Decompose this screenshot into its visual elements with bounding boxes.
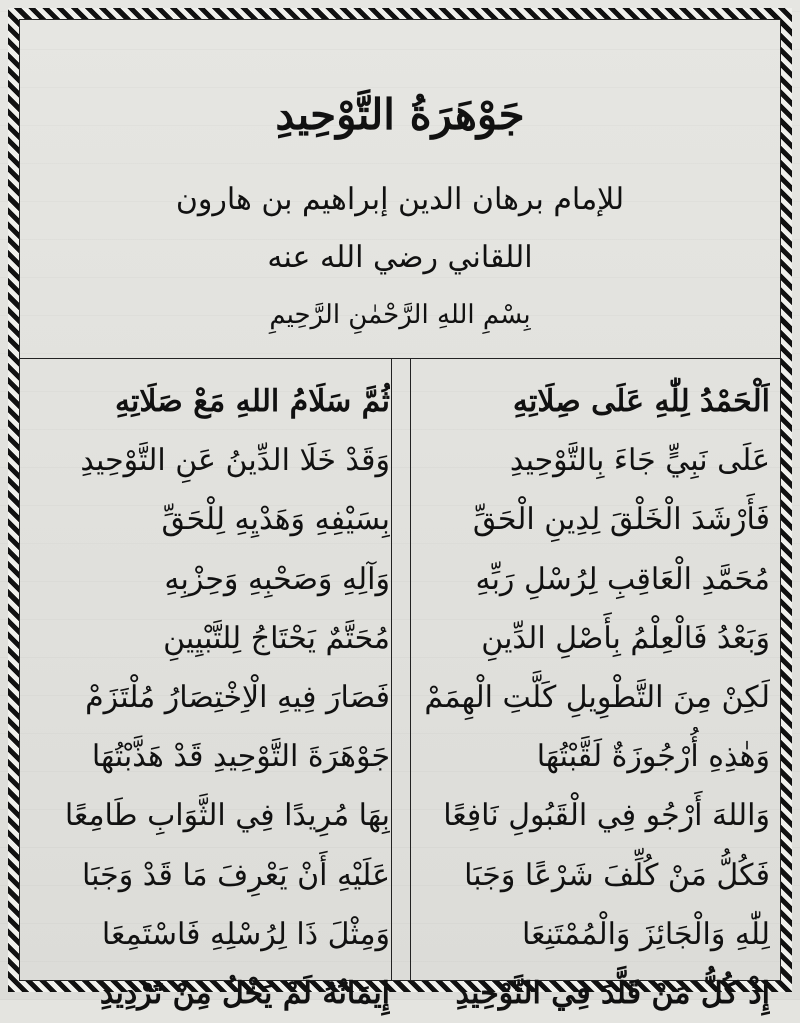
column-divider	[391, 358, 411, 980]
verse-line: إِيمَانُهُ لَمْ يَخْلُ مِنْ تَرْدِيدِ	[99, 975, 390, 1011]
verse-line: فَأَرْشَدَ الْخَلْقَ لِدِينِ الْحَقِّ	[472, 502, 770, 538]
verse-line: فَكُلُّ مَنْ كُلِّفَ شَرْعًا وَجَبَا	[464, 857, 770, 893]
basmala: بِسْمِ اللهِ الرَّحْمٰنِ الرَّحِيمِ	[269, 300, 531, 330]
verse-line: عَلَيْهِ أَنْ يَعْرِفَ مَا قَدْ وَجَبَا	[81, 857, 390, 893]
page-title: جَوْهَرَةُ التَّوْحِيدِ	[275, 90, 525, 139]
verse-line: لَكِنْ مِنَ التَّطْوِيلِ كَلَّتِ الْهِمَمْ	[424, 679, 770, 715]
verse-line: ثُمَّ سَلَامُ اللهِ مَعْ صَلَاتِهِ	[114, 384, 390, 419]
text-frame	[19, 19, 781, 1011]
verse-column-left	[30, 372, 390, 1023]
verse-line: وَمِثْلَ ذَا لِرُسْلِهِ فَاسْتَمِعَا	[101, 916, 390, 952]
verse-line: إِذْ كُلُّ مَنْ قَلَّدَ فِي التَّوْحِيدِ	[455, 975, 770, 1011]
author-line-2: اللقاني رضي الله عنه	[267, 240, 533, 275]
verse-line: وَبَعْدُ فَالْعِلْمُ بِأَصْلِ الدِّينِ	[481, 620, 770, 656]
verse-line: وَاللهَ أَرْجُو فِي الْقَبُولِ نَافِعًا	[443, 798, 770, 834]
verse-line: اَلْحَمْدُ لِلّٰهِ عَلَى صِلَاتِهِ	[512, 384, 770, 419]
verse-line: وَآلِهِ وَصَحْبِهِ وَحِزْبِهِ	[164, 561, 390, 597]
title-block	[20, 20, 780, 359]
verse-line: لِلّٰهِ وَالْجَائِزَ وَالْمُمْتَنِعَا	[522, 916, 770, 952]
verse-line: وَقَدْ خَلَا الدِّينُ عَنِ التَّوْحِيدِ	[80, 443, 390, 479]
verse-column-right	[410, 372, 770, 1023]
author-line-1: للإمام برهان الدين إبراهيم بن هارون	[175, 182, 625, 217]
verse-line: وَهٰذِهِ أُرْجُوزَةٌ لَقَّبْتُهَا	[536, 739, 770, 775]
verse-line: مُحَمَّدِ الْعَاقِبِ لِرُسْلِ رَبِّهِ	[475, 561, 770, 597]
verse-line: عَلَى نَبِيٍّ جَاءَ بِالتَّوْحِيدِ	[509, 443, 770, 479]
verse-line: جَوْهَرَةَ التَّوْحِيدِ قَدْ هَذَّبْتُهَا	[91, 739, 390, 775]
verse-line: بِسَيْفِهِ وَهَدْيِهِ لِلْحَقِّ	[161, 502, 390, 538]
verse-line: مُحَتَّمٌ يَحْتَاجُ لِلتَّبْيِينِ	[163, 620, 390, 656]
verse-line: فَصَارَ فِيهِ الْاِخْتِصَارُ مُلْتَزَمْ	[85, 679, 390, 715]
verse-line: بِهَا مُرِيدًا فِي الثَّوَابِ طَامِعًا	[64, 798, 390, 834]
